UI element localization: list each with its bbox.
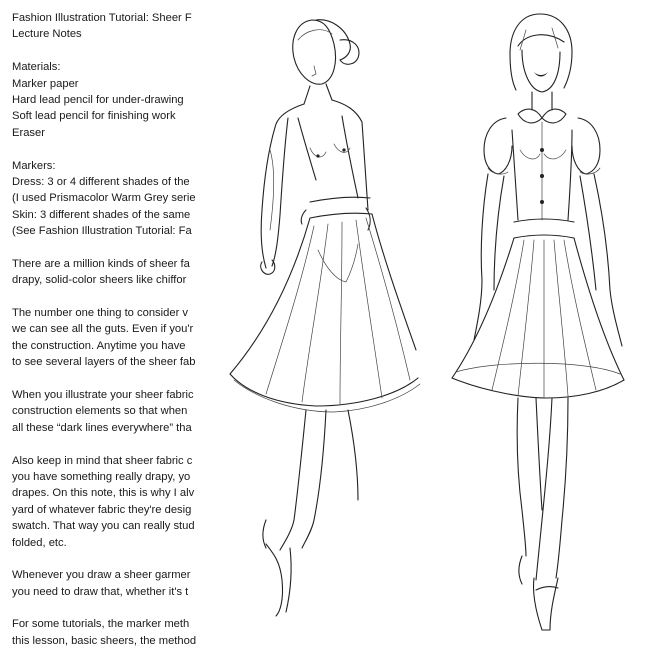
paragraph-line: the construction. Anytime you have (12, 339, 186, 352)
lecture-notes (12, 10, 212, 646)
paragraph-line: There are a million kinds of sheer fa (12, 257, 190, 270)
paragraph-line: folded, etc. (12, 536, 67, 549)
paragraph-line: construction elements so that when (12, 405, 188, 418)
paragraph-line: swatch. That way you can really stud (12, 520, 195, 533)
paragraph-line: all these “dark lines everywhere” tha (12, 421, 192, 434)
markers-item: (I used Prismacolor Warm Grey serie (12, 192, 196, 205)
paragraph-line: Whenever you draw a sheer garmer (12, 569, 191, 582)
paragraph-line: drapy, solid-color sheers like chiffor (12, 274, 187, 287)
paragraph-line: this lesson, basic sheers, the method (12, 634, 197, 646)
fashion-sketch-area (206, 0, 648, 648)
paragraph-line: to see several layers of the sheer fab (12, 356, 196, 369)
paragraph-line: yard of whatever fabric they're desig (12, 503, 192, 516)
notes-title: Fashion Illustration Tutorial: Sheer F (12, 12, 192, 24)
paragraph-line: Also keep in mind that sheer fabric c (12, 454, 193, 467)
fashion-sketch-svg (206, 0, 648, 648)
materials-item: Soft lead pencil for finishing work (12, 110, 176, 123)
paragraph-line: we can see all the guts. Even if you'r (12, 323, 194, 336)
paragraph-line: When you illustrate your sheer fabric (12, 388, 194, 401)
materials-heading: Materials: (12, 61, 61, 74)
materials-item: Hard lead pencil for under-drawing (12, 93, 184, 106)
paragraph-line: you need to draw that, whether it's t (12, 585, 189, 598)
materials-item: Eraser (12, 126, 45, 139)
markers-item: Skin: 3 different shades of the same (12, 208, 191, 221)
materials-item: Marker paper (12, 77, 79, 90)
left-figure-sketch (230, 20, 420, 616)
markers-item: (See Fashion Illustration Tutorial: Fa (12, 225, 192, 238)
markers-item: Dress: 3 or 4 different shades of the (12, 175, 190, 188)
paragraph-line: you have something really drapy, yo (12, 470, 191, 483)
notes-subtitle: Lecture Notes (12, 28, 82, 41)
markers-heading: Markers: (12, 159, 56, 172)
paragraph-line: The number one thing to consider v (12, 307, 188, 320)
right-figure-sketch (452, 14, 624, 630)
paragraph-line: drapes. On this note, this is why I alv (12, 487, 195, 500)
paragraph-line: For some tutorials, the marker meth (12, 618, 190, 631)
